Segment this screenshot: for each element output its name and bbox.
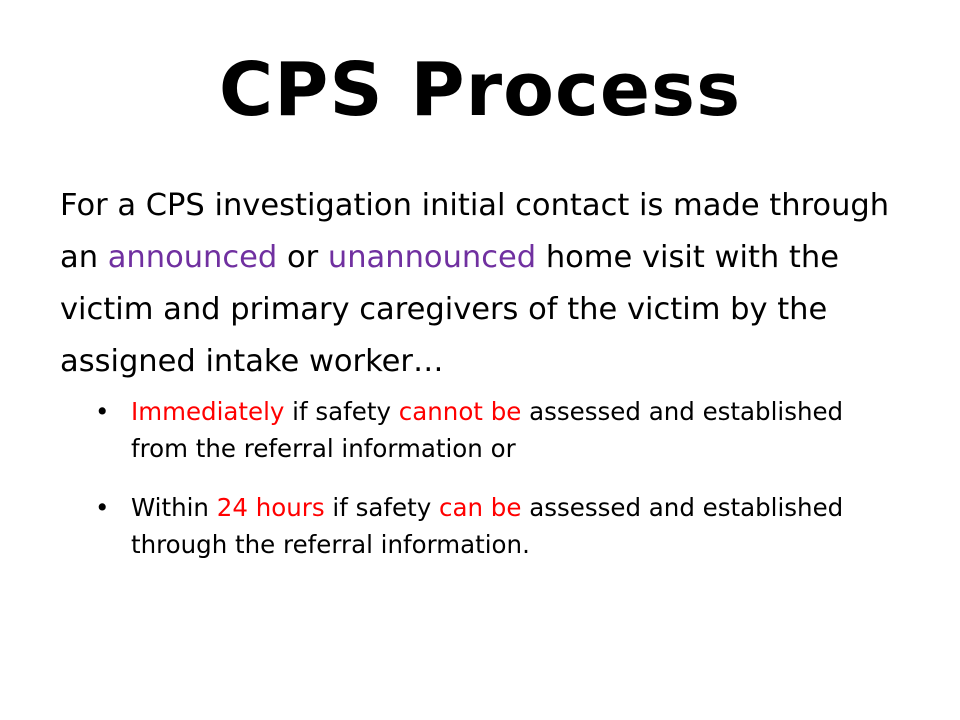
intro-text-1: For a CPS investigation initial contact is made through an — [60, 188, 890, 275]
intro-text-2: or — [277, 240, 328, 275]
bullet-immediately — [95, 393, 875, 467]
intro-text-3: home visit with the victim and primary caregivers of the victim by the assigned intake worker… — [60, 240, 839, 379]
bullet1-lead: Immediately — [131, 397, 285, 426]
announced-term: announced — [107, 240, 278, 275]
slide-title: CPS Process — [218, 47, 742, 133]
unannounced-term: unannounced — [327, 240, 537, 275]
bullet1-text-2: assessed and established from the referral information or — [131, 397, 844, 463]
bullet2-condition: can be — [439, 493, 522, 522]
bullet2-time: 24 hours — [216, 493, 325, 522]
bullet2-text-2: assessed and established through the referral information. — [131, 493, 844, 559]
bullet1-condition: cannot be — [398, 397, 522, 426]
bullet-list — [95, 393, 875, 585]
bullet2-text-1: if safety — [324, 493, 439, 522]
bullet-within-24-hours — [95, 489, 875, 563]
bullet-icon: • — [95, 493, 110, 522]
bullet2-lead: Within — [131, 493, 217, 522]
bullet1-text-1: if safety — [284, 397, 399, 426]
intro-paragraph — [60, 180, 910, 388]
bullet-icon: • — [95, 397, 110, 426]
